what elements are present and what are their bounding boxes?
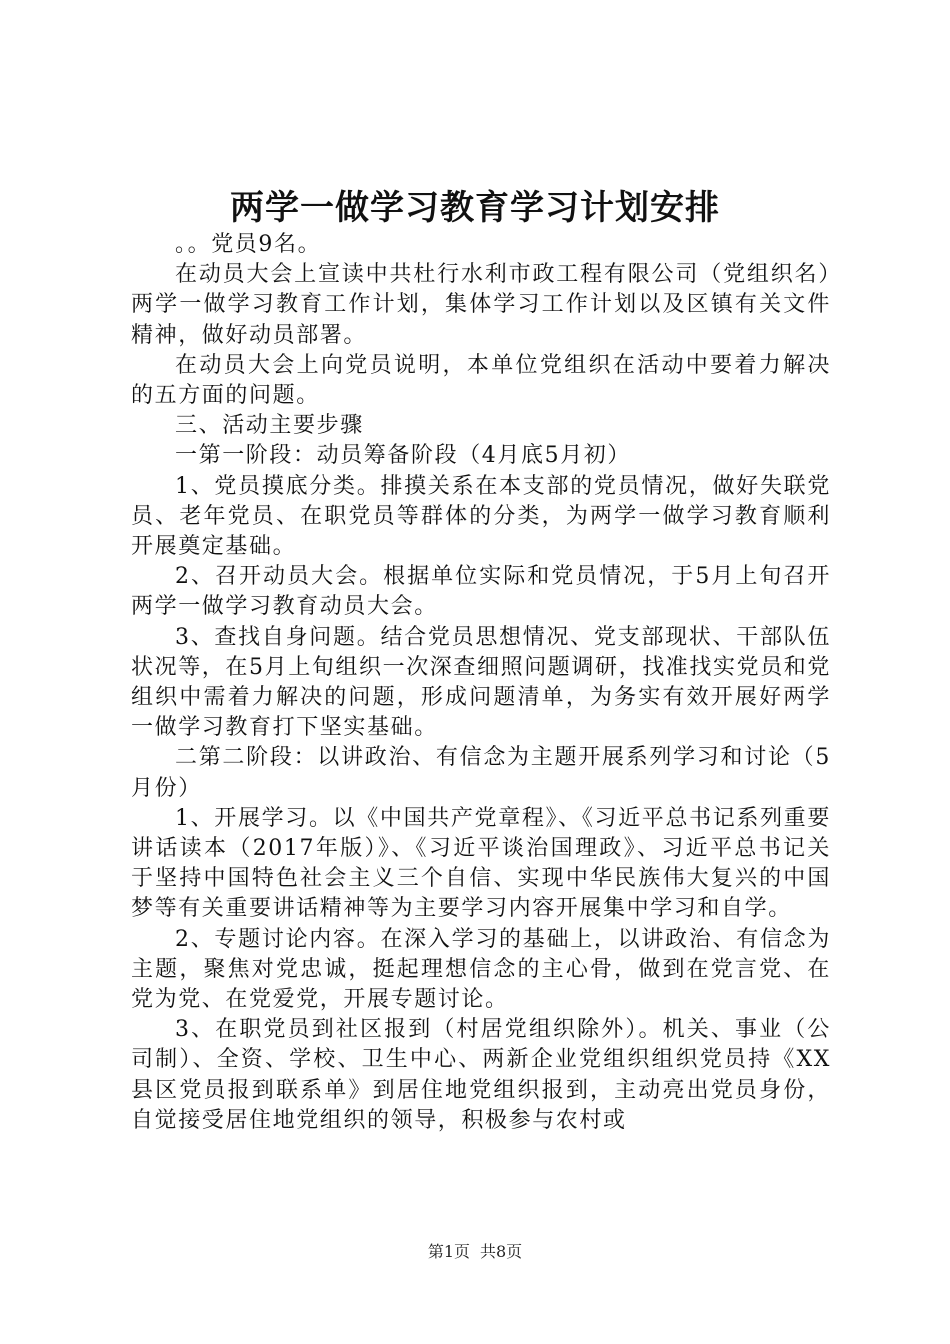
paragraph: 在动员大会上向党员说明，本单位党组织在活动中要着力解决的五方面的问题。 [131, 352, 831, 409]
paragraph: 1、党员摸底分类。排摸关系在本支部的党员情况，做好失联党员、老年党员、在职党员等群体的分类，为两学一做学习教育顺利开展奠定基础。 [131, 473, 831, 560]
paragraph: 1、开展学习。以《中国共产党章程》、《习近平总书记系列重要讲话读本（2017年版）》、《习近平谈治国理政》、习近平总书记关于坚持中国特色社会主义三个自信、实现中华民族伟大复兴的中国梦等有关重要讲话精神等为主要学习内容开展集中学习和自学。 [131, 805, 831, 922]
paragraph: 在动员大会上宣读中共杜行水利市政工程有限公司（党组织名）两学一做学习教育工作计划，集体学习工作计划以及区镇有关文件精神，做好动员部署。 [131, 262, 831, 348]
page-total: 共8页 [480, 1242, 523, 1261]
document-body [131, 230, 831, 1136]
paragraph: 2、召开动员大会。根据单位实际和党员情况，于5月上旬召开两学一做学习教育动员大会。 [131, 564, 831, 620]
document-title: 两学一做学习教育学习计划安排 [230, 188, 720, 228]
paragraph: 2、专题讨论内容。在深入学习的基础上，以讲政治、有信念为主题，聚焦对党忠诚，挺起理想信念的主心骨，做到在党言党、在党为党、在党爱党，开展专题讨论。 [131, 926, 831, 1013]
page-footer [0, 1240, 950, 1264]
stage-heading: 二第二阶段：以讲政治、有信念为主题开展系列学习和讨论（5月份） [131, 745, 831, 801]
stage-heading: 一第一阶段：动员筹备阶段（4月底5月初） [175, 443, 631, 469]
paragraph: 。。党员9名。 [175, 232, 322, 257]
paragraph: 3、在职党员到社区报到（村居党组织除外）。机关、事业（公司制）、全资、学校、卫生中心、两新企业党组织组织党员持《XX县区党员报到联系单》到居住地党组织报到，主动亮出党员身份，自觉接受居住地党组织的领导，积极参与农村或 [131, 1017, 831, 1133]
page-number: 第1页 [427, 1242, 470, 1261]
paragraph: 3、查找自身问题。结合党员思想情况、党支部现状、干部队伍状况等，在5月上旬组织一次深查细照问题调研，找准找实党员和党组织中需着力解决的问题，形成问题清单，为务实有效开展好两学一做学习教育打下坚实基础。 [131, 624, 831, 741]
section-heading: 三、活动主要步骤 [175, 413, 364, 439]
